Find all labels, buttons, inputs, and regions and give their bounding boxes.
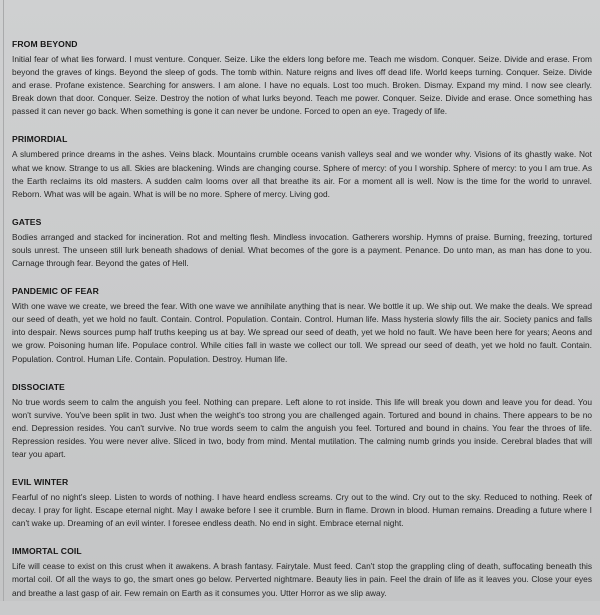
song-primordial bbox=[12, 133, 592, 200]
song-title: EVIL WINTER bbox=[12, 477, 69, 488]
song-gates bbox=[12, 216, 592, 270]
song-pandemic-of-fear bbox=[12, 285, 592, 365]
lyrics-column bbox=[12, 38, 592, 615]
song-lyrics: Bodies arranged and stacked for incineration. Rot and melting flesh. Mindless invocation. Gatherers worship. Hymns of praise. Burning, freezing, tortured souls unrest. The unseen still lurk beneath shadows of denial. What becomes of the gore is a payment. Penance. Do unto man, as man has done to you. Carnage through fear. Beyond the gates of Hell. bbox=[12, 231, 592, 269]
song-lyrics: Initial fear of what lies forward. I must venture. Conquer. Seize. Like the elders long before me. Teach me wisdom. Conquer. Seize. Divide and erase. From beyond the graves of kings. Beyond the sleep of gods. The tomb within. Nature reigns and lives off dead life. World keeps turning. Conquer. Seize. Divide and erase. Profane existence. Searching for answers. I am alone. I have no equals. Lost too much. Broken. Dismay. Expand my mind. I now see clearly. Break down that door. Conquer. Seize. Destroy the notion of what lurks beyond. Teach me power. Conquer. Seize. Divide and erase. Once something has passed it can never go back. When something is gone it can never be undone. Forced to open an eye. Tragedy of life. bbox=[12, 54, 592, 117]
song-lyrics: Life will cease to exist on this crust when it awakens. A brash fantasy. Fairytale. Must feed. Can't stop the grappling cling of death, suffocating beneath this mortal coil. Of all the ways to go, the smart ones go below. Perverted nightmare. Beauty lies in pain. Feel the drain of life as it leaves you. Close your eyes and breathe a last gasp of air. Few remain on Earth as it consumes you. Utter Horror as we slip away. bbox=[12, 561, 592, 598]
page-edge bbox=[3, 0, 4, 601]
song-lyrics: A slumbered prince dreams in the ashes. Veins black. Mountains crumble oceans vanish valleys seal and we wonder why. Visions of its ghastly wake. Not what we know. Strange to us all. Skies are blackening. Winds are changing course. Sphere of mercy: of you I worship. Sphere of mercy: to you I am true. As the Earth reclaims its old masters. A sudden calm looms over all that breathe its air. For a moment all is well. Now is the time for the world to unravel. Reborn. What was will be again. What is will be no more. Sphere of mercy. Living god. bbox=[12, 149, 592, 199]
song-lyrics: With one wave we create, we breed the fear. With one wave we annihilate anything that is near. We bottle it up. We ship out. We make the deals. We spread our seed of death, yet we hold no fault. Contain. Control. Population. Contain. Control. Human life. Mass hysteria slowly fills the air. Society panics and falls into despair. News sources pump half truths keeping us at bay. We spread our seed of death, yet we hold no fault. We have been here for years; Aeons and we grow. Poisoning human life. Populace control. While cities fall in waste we collect our toll. We spread our seed of death, yet we hold no fault. Contain. Population. Control. Human Life. Contain. Population. Destroy. Human life. bbox=[12, 301, 592, 364]
song-title: FROM BEYOND bbox=[12, 39, 78, 49]
song-immortal-coil bbox=[12, 545, 592, 599]
song-title: IMMORTAL COIL bbox=[12, 546, 82, 557]
song-evil-winter bbox=[12, 476, 592, 530]
song-lyrics: Fearful of no night's sleep. Listen to words of nothing. I have heard endless screams. Cry out to the wind. Cry out to the sky. Reduced to nothing. Reek of decay. I pray for light. Escape eternal night. May I awake before I see it crumble. Burn in flame. Drown in blood. Human remains. Dreading a future where I can't wake up. Dreaming of an evil winter. I foresee endless death. No end in sight. Embrace eternal night. bbox=[12, 492, 592, 529]
song-title: PRIMORDIAL bbox=[12, 134, 68, 145]
song-lyrics: No true words seem to calm the anguish you feel. Nothing can prepare. Left alone to rot inside. This life will break you down and leave you for dead. You won't survive. You've been split in two. Just when the weight's too strong you are challenged again. Tortured and bound in chains. There appears to be no end. Depression resides. You can't survive. No true words seem to calm the anguish you feel. Tortured and bound in chains. You fear the throes of life. Repression resides. You were never alive. Sliced in two, body from mind. Mental mutilation. The calming numb grinds you inside. Cerebral blades that will tear you apart. bbox=[12, 396, 592, 459]
song-title: PANDEMIC OF FEAR bbox=[12, 286, 99, 297]
song-title: GATES bbox=[12, 216, 42, 227]
song-title: DISSOCIATE bbox=[12, 381, 65, 392]
song-from-beyond bbox=[12, 38, 592, 118]
song-dissociate bbox=[12, 381, 592, 461]
